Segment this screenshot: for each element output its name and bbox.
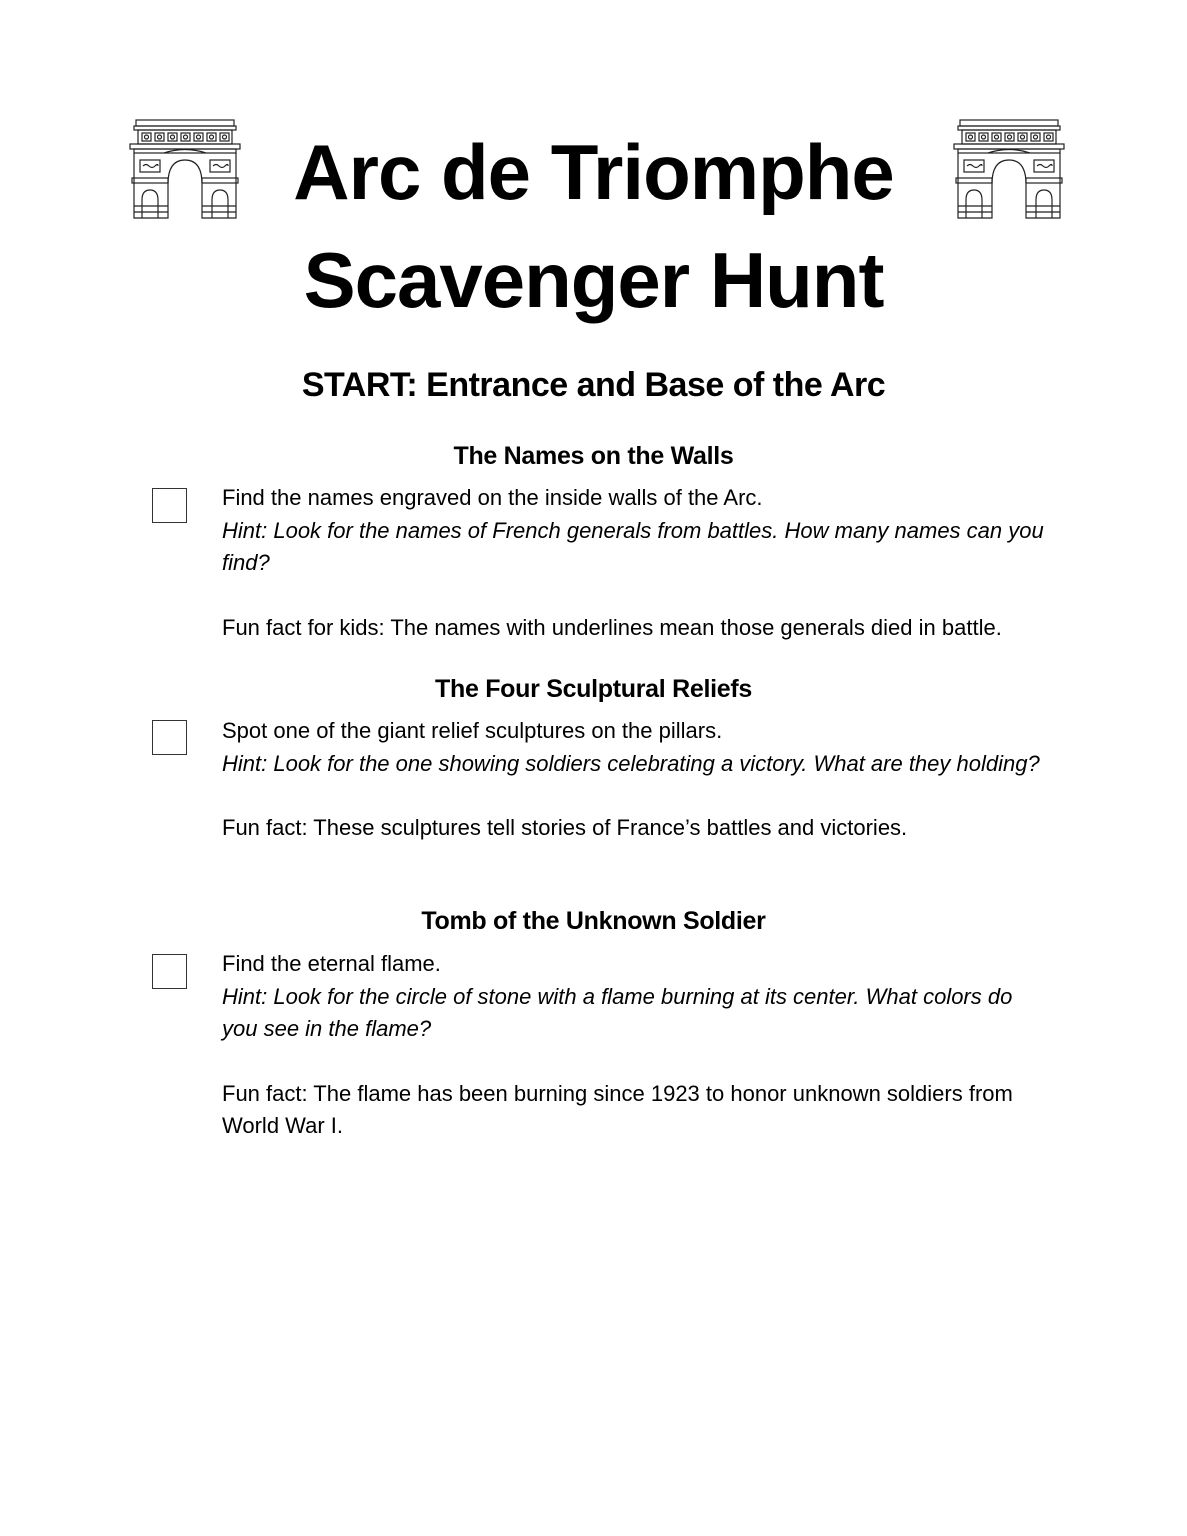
- title-line-2: Scavenger Hunt: [303, 236, 884, 324]
- item-body-unknown-soldier: [222, 948, 1052, 1143]
- item-hint: Hint: Look for the one showing soldiers celebrating a victory. What are they holding?: [222, 750, 1040, 776]
- item-title-unknown-soldier: Tomb of the Unknown Soldier: [421, 907, 766, 935]
- item-task: Spot one of the giant relief sculptures on the pillars.: [222, 718, 723, 743]
- item-body-names-on-walls: [222, 482, 1052, 644]
- item-title-names-on-walls: The Names on the Walls: [453, 442, 734, 470]
- checkbox-unknown-soldier[interactable]: [152, 954, 187, 989]
- checkbox-sculptural-reliefs[interactable]: [152, 720, 187, 755]
- checkbox-names-on-walls[interactable]: [152, 488, 187, 523]
- item-body-sculptural-reliefs: [222, 715, 1052, 845]
- title-line-1: Arc de Triomphe: [293, 128, 894, 216]
- item-task: Find the eternal flame.: [222, 951, 441, 976]
- item-fun-fact: Fun fact: These sculptures tell stories of France’s battles and victories.: [222, 815, 908, 840]
- item-hint: Hint: Look for the circle of stone with a flame burning at its center. What colors do you see in the flame?: [222, 983, 1013, 1041]
- item-fun-fact: Fun fact: The flame has been burning since 1923 to honor unknown soldiers from World War I.: [222, 1080, 1013, 1138]
- item-fun-fact: Fun fact for kids: The names with underlines mean those generals died in battle.: [222, 614, 1002, 640]
- item-hint: Hint: Look for the names of French generals from battles. How many names can you find?: [222, 517, 1044, 575]
- item-task: Find the names engraved on the inside walls of the Arc.: [222, 485, 763, 510]
- page-title: [0, 118, 1187, 334]
- item-title-sculptural-reliefs: The Four Sculptural Reliefs: [435, 675, 752, 703]
- section-title: START: Entrance and Base of the Arc: [301, 366, 886, 404]
